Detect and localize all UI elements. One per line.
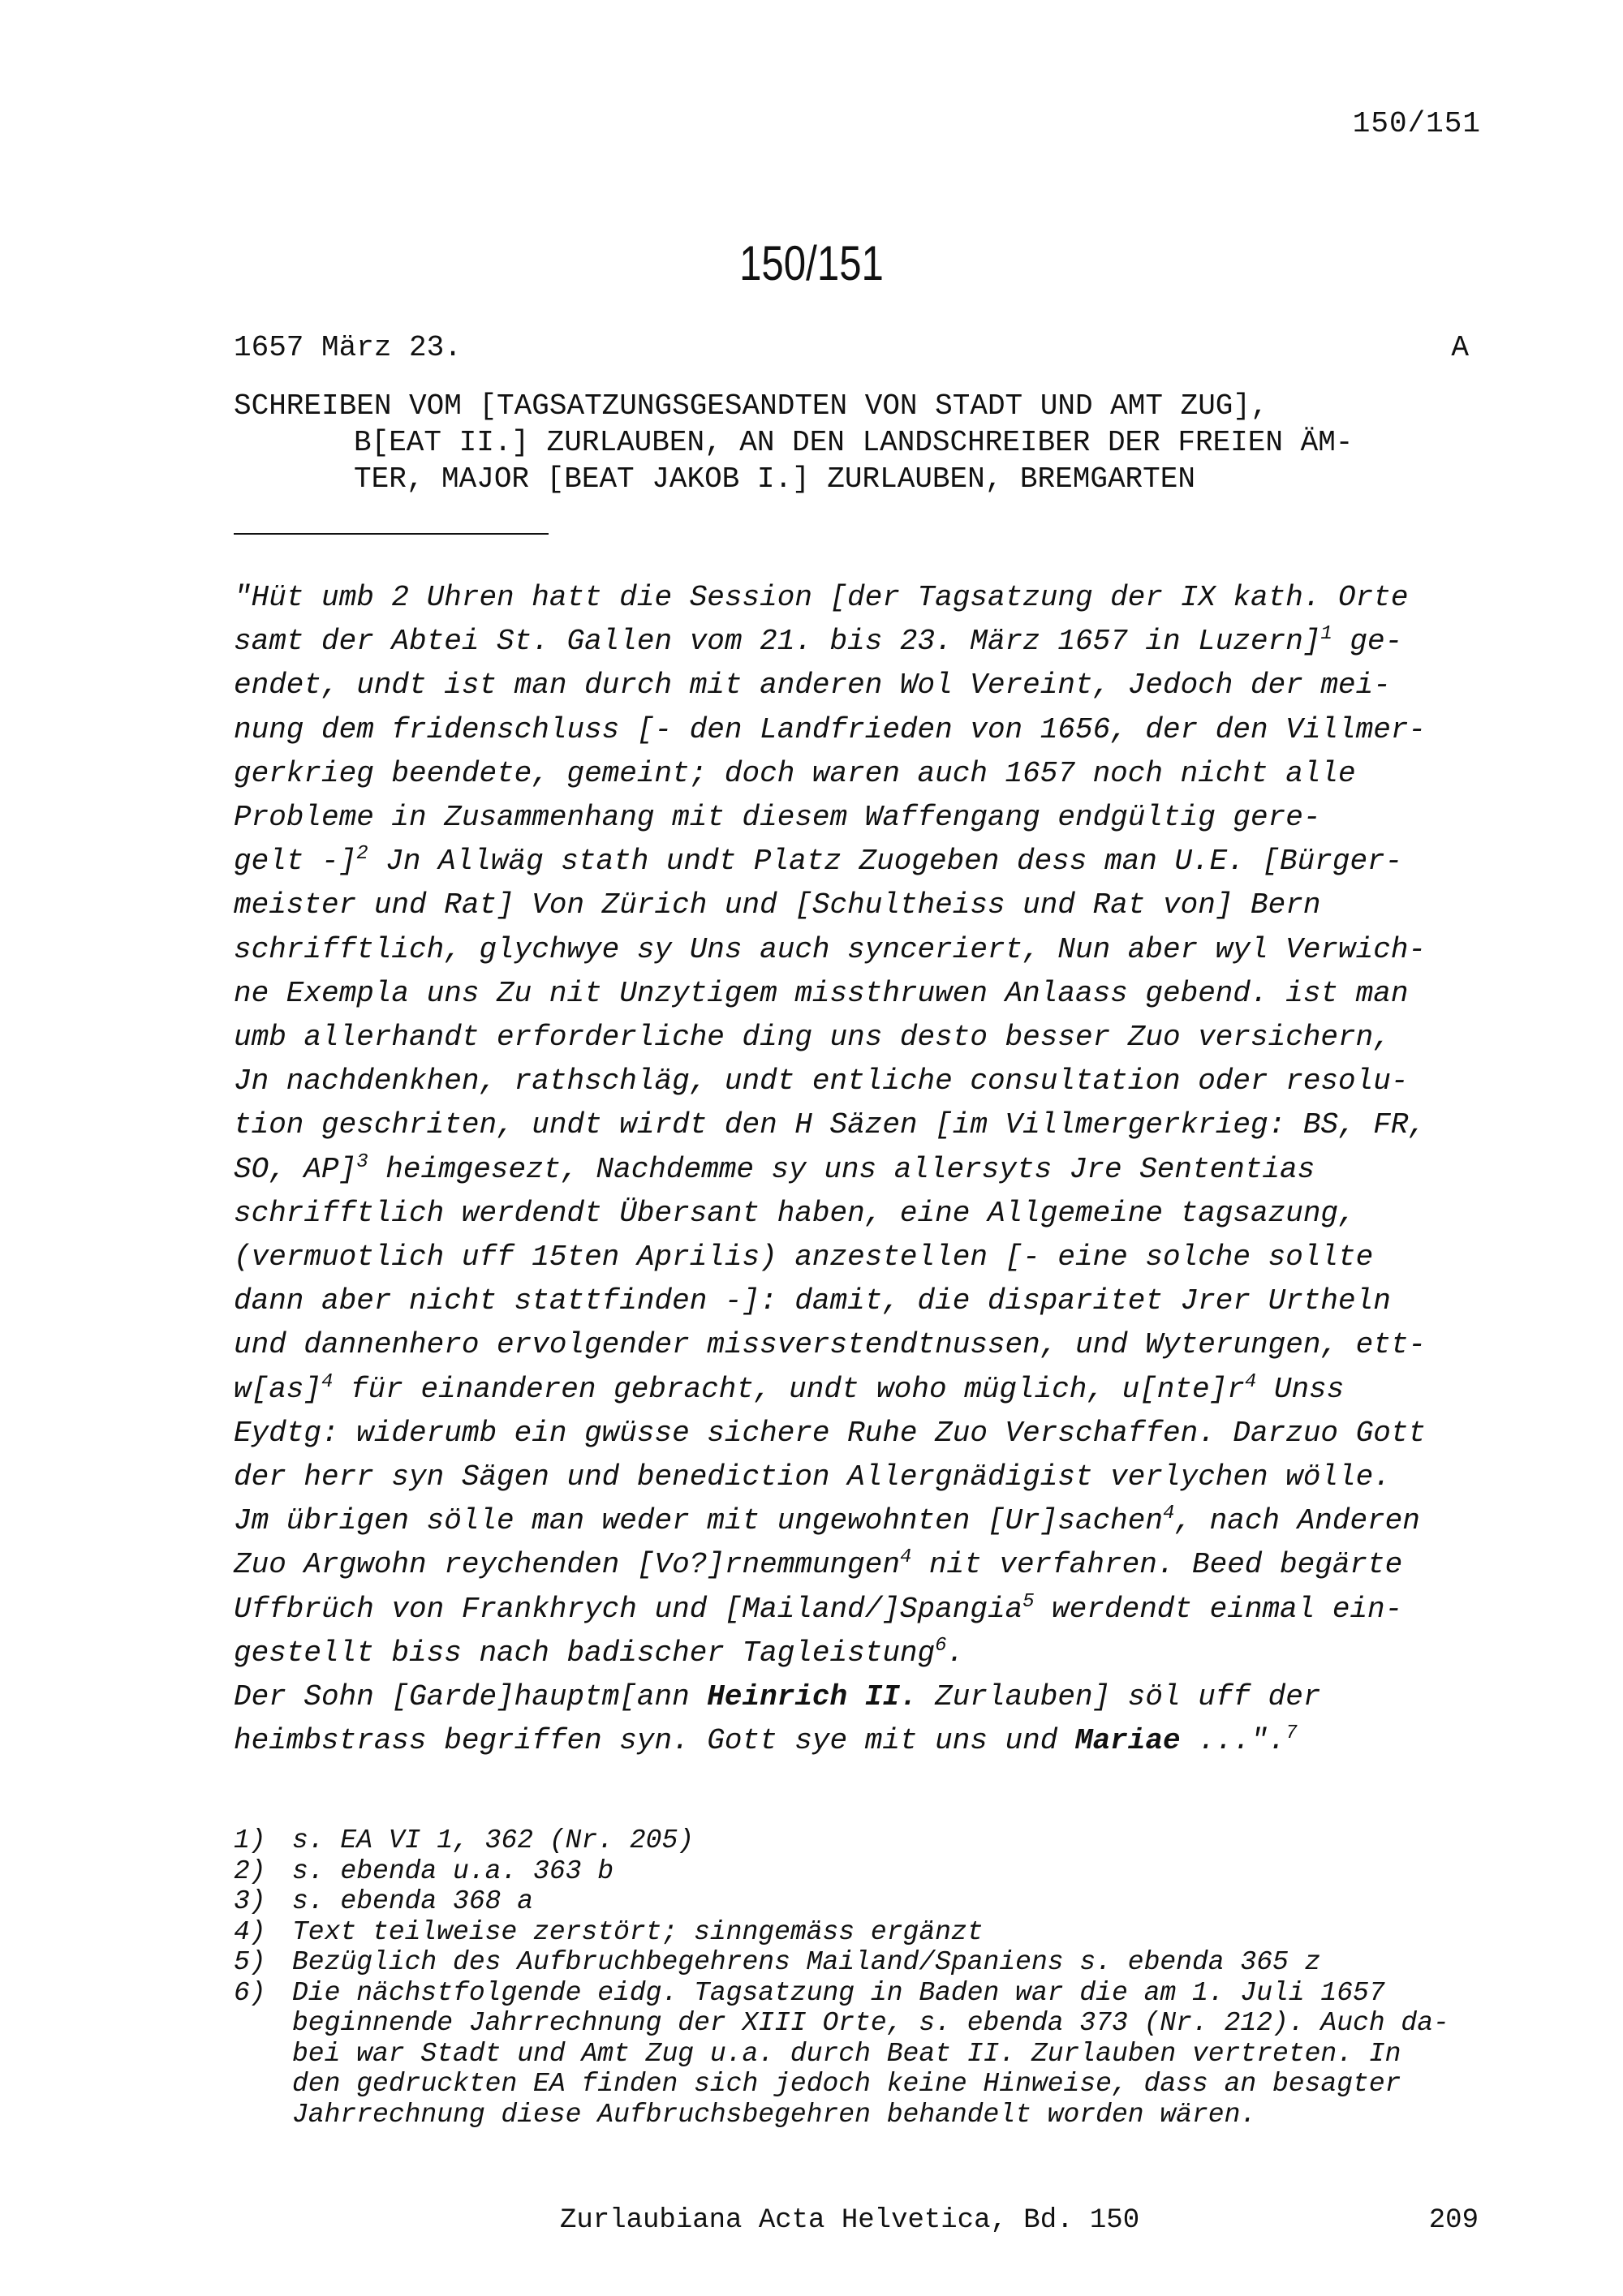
footnote-ref[interactable]: 4 <box>1244 1370 1257 1393</box>
document-number-title: 150/151 <box>739 236 884 290</box>
body-line <box>234 1060 1500 1103</box>
body-line <box>234 972 1500 1016</box>
footnote-text <box>292 1978 1449 2130</box>
footnote <box>234 1947 1500 1978</box>
text-segment: Jn nachdenkhen, rathschläg, undt entliche consultation oder resolu- <box>234 1064 1409 1099</box>
body-line <box>234 1368 1500 1412</box>
footnote-line: Bezüglich des Aufbruchbegehrens Mailand/Spaniens s. ebenda 365 z <box>292 1947 1321 1977</box>
footnote-line: s. ebenda 368 a <box>292 1886 534 1916</box>
text-segment: Unss <box>1256 1372 1345 1406</box>
footnote-ref[interactable]: 6 <box>935 1634 947 1657</box>
body-line <box>234 664 1500 707</box>
text-segment: heimbstrass begriffen syn. Gott sye mit uns und <box>234 1724 1075 1758</box>
footnote <box>234 1825 1500 1856</box>
text-segment: "Hüt umb 2 Uhren hatt die Session [der Tagsatzung der IX kath. Orte <box>234 581 1409 614</box>
footnote-text <box>292 1825 694 1856</box>
text-segment: Zurlauben] söl uff der <box>917 1680 1321 1714</box>
footnote-text <box>292 1947 1320 1978</box>
text-segment: heimgesezt, Nachdemme sy uns allersyts Jre Sententias <box>368 1152 1315 1186</box>
text-segment: Probleme in Zusammenhang mit diesem Waffengang endgültig gere- <box>234 801 1321 835</box>
footnote-line: bei war Stadt und Amt Zug u.a. durch Beat II. Zurlauben vertreten. In <box>292 2038 1401 2069</box>
body-line <box>234 1632 1500 1675</box>
text-segment: w[as] <box>234 1372 322 1406</box>
body-line <box>234 708 1500 752</box>
body-line <box>234 1323 1500 1367</box>
footnote-number: 3) <box>234 1886 266 1916</box>
body-line <box>234 1588 1500 1632</box>
text-segment: . <box>946 1636 965 1670</box>
footnote-line: Text teilweise zerstört; sinngemäss ergänzt <box>292 1916 984 1947</box>
text-segment: schrifftlich werdendt Übersant haben, eine Allgemeine tagsazung, <box>234 1196 1356 1230</box>
footnote <box>234 1978 1500 2130</box>
footnote-ref[interactable]: 4 <box>321 1370 334 1393</box>
body-line <box>234 1543 1500 1587</box>
page-footer: Zurlaubiana Acta Helvetica, Bd. 150 <box>560 2205 1140 2236</box>
footnote-line: beginnende Jahrrechnung der XIII Orte, s. ebenda 373 (Nr. 212). Auch da- <box>292 2008 1449 2038</box>
body-line <box>234 928 1500 972</box>
footnote <box>234 1917 1500 1948</box>
body-line <box>234 1412 1500 1455</box>
heading-divider <box>234 533 549 535</box>
footnote-number: 5) <box>234 1947 266 1977</box>
text-segment: (vermuotlich uff 15ten Aprilis) anzestellen [- eine solche sollte <box>234 1240 1374 1275</box>
body-line <box>234 1192 1500 1236</box>
body-line <box>234 1103 1500 1147</box>
footnote-ref[interactable]: 4 <box>899 1546 912 1569</box>
body-line <box>234 1236 1500 1279</box>
heading-line: B[EAT II.] ZURLAUBEN, AN DEN LANDSCHREIBER DER FREIEN ÄM- <box>354 426 1354 459</box>
text-segment: nit verfahren. Beed begärte <box>911 1548 1403 1582</box>
running-head: 150/151 <box>1352 107 1481 140</box>
footnote-line: s. ebenda u.a. 363 b <box>292 1855 614 1886</box>
footnote-number: 2) <box>234 1855 266 1886</box>
body-line <box>234 1455 1500 1499</box>
body-line <box>234 884 1500 927</box>
text-segment: ge- <box>1332 625 1403 659</box>
footnote-ref[interactable]: 7 <box>1285 1722 1298 1745</box>
text-segment: samt der Abtei St. Gallen vom 21. bis 23. März 1657 in Luzern] <box>234 625 1321 659</box>
document-heading <box>234 388 1492 497</box>
footnote-ref[interactable]: 2 <box>356 843 368 866</box>
footnote-ref[interactable]: 5 <box>1022 1590 1035 1613</box>
text-segment: tion geschriten, undt wirdt den H Säzen [im Villmergerkrieg: BS, FR, <box>234 1108 1427 1142</box>
text-segment: umb allerhandt erforderliche ding uns desto besser Zuo versichern, <box>234 1021 1391 1055</box>
text-segment: , nach Anderen <box>1174 1504 1420 1538</box>
text-segment: schrifftlich, glychwye sy Uns auch synceriert, Nun aber wyl Verwich- <box>234 932 1427 966</box>
footnote-number: 4) <box>234 1916 266 1947</box>
body-line <box>234 1719 1500 1763</box>
bold-name: Mariae <box>1074 1724 1181 1758</box>
footnote-number: 6) <box>234 1977 266 2008</box>
text-segment: gelt -] <box>234 845 357 879</box>
text-segment: für einanderen gebracht, undt woho müglich, u[nte]r <box>333 1372 1245 1406</box>
footnote-text <box>292 1917 984 1948</box>
date-row <box>234 331 1469 364</box>
body-line <box>234 1499 1500 1543</box>
footnote-line: den gedruckten EA finden sich jedoch keine Hinweise, dass an besagter <box>292 2069 1401 2099</box>
text-segment: werdendt einmal ein- <box>1034 1592 1403 1626</box>
footnote-ref[interactable]: 4 <box>1163 1503 1175 1525</box>
body-line <box>234 576 1500 620</box>
text-segment: ne Exempla uns Zu nit Unzytigem missthruwen Anlaass gebend. ist man <box>234 976 1409 1010</box>
text-segment: der herr syn Sägen und benediction Allergnädigist verlychen wölle. <box>234 1460 1391 1494</box>
heading-line: SCHREIBEN VOM [TAGSATZUNGSGESANDTEN VON STADT UND AMT ZUG], <box>234 389 1268 423</box>
body-line <box>234 796 1500 840</box>
body-line <box>234 1279 1500 1323</box>
text-segment: Der Sohn [Garde]hauptm[ann <box>234 1680 708 1714</box>
text-segment: ...". <box>1180 1724 1286 1758</box>
text-segment: Zuo Argwohn reychenden [Vo?]rnemmungen <box>234 1548 900 1582</box>
text-segment: nung dem fridenschluss [- den Landfrieden von 1656, der den Villmer- <box>234 712 1427 746</box>
text-segment: Jm übrigen sölle man weder mit ungewohnten [Ur]sachen <box>234 1504 1163 1538</box>
footnote-line: Jahrrechnung diese Aufbruchsbegehren behandelt worden wären. <box>292 2099 1257 2130</box>
footnote-line: s. EA VI 1, 362 (Nr. 205) <box>292 1825 695 1855</box>
text-segment: Jn Allwäg stath undt Platz Zuogeben dess man U.E. [Bürger- <box>368 845 1403 879</box>
bold-name: Heinrich II. <box>707 1680 918 1714</box>
footnote-text <box>292 1856 613 1887</box>
body-line <box>234 840 1500 884</box>
text-segment: SO, AP] <box>234 1152 357 1186</box>
body-line <box>234 1148 1500 1192</box>
text-segment: gestellt biss nach badischer Tagleistung <box>234 1636 936 1670</box>
text-segment: meister und Rat] Von Zürich und [Schultheiss und Rat von] Bern <box>234 888 1321 922</box>
letter-body <box>234 576 1500 1763</box>
page-number: 209 <box>1428 2205 1479 2236</box>
footnote-number: 1) <box>234 1825 266 1855</box>
body-line <box>234 1675 1500 1719</box>
text-segment: dann aber nicht stattfinden -]: damit, die disparitet Jrer Urtheln <box>234 1284 1391 1318</box>
text-segment: Eydtg: widerumb ein gwüsse sichere Ruhe Zuo Verschaffen. Darzuo Gott <box>234 1416 1427 1450</box>
document-category: A <box>1451 331 1469 364</box>
document-date: 1657 März 23. <box>234 331 462 364</box>
footnote <box>234 1886 1500 1917</box>
text-segment: endet, undt ist man durch mit anderen Wol Vereint, Jedoch der mei- <box>234 669 1391 703</box>
body-line <box>234 1016 1500 1060</box>
text-segment: gerkrieg beendete, gemeint; doch waren auch 1657 noch nicht alle <box>234 756 1356 790</box>
text-segment: und dannenhero ervolgender missverstendtnussen, und Wyterungen, ett- <box>234 1328 1427 1362</box>
footnote-ref[interactable]: 3 <box>356 1150 368 1173</box>
footnote <box>234 1856 1500 1887</box>
text-segment: Uffbrüch von Frankhrych und [Mailand/]Spangia <box>234 1592 1023 1626</box>
body-line <box>234 752 1500 796</box>
body-line <box>234 620 1500 664</box>
heading-line: TER, MAJOR [BEAT JAKOB I.] ZURLAUBEN, BREMGARTEN <box>354 462 1195 496</box>
footnotes <box>234 1825 1500 2130</box>
footnote-line: Die nächstfolgende eidg. Tagsatzung in Baden war die am 1. Juli 1657 <box>292 1977 1385 2008</box>
footnote-ref[interactable]: 1 <box>1320 623 1332 646</box>
footnote-text <box>292 1886 533 1917</box>
